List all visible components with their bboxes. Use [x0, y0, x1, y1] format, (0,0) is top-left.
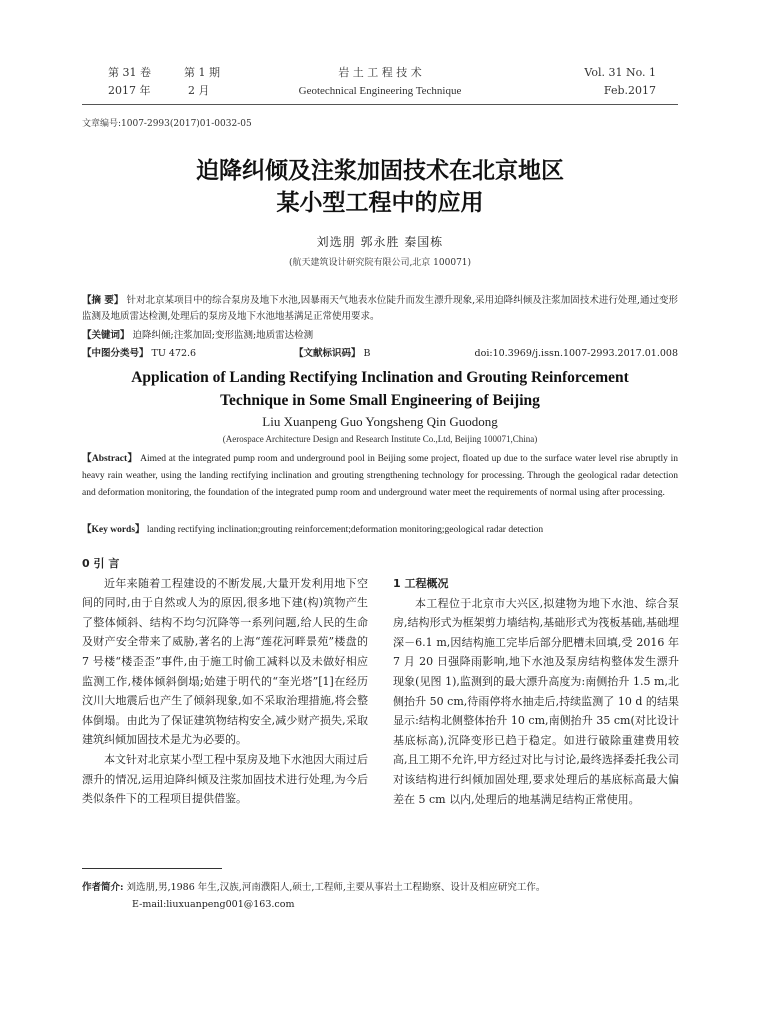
- title-en-line1: Application of Landing Rectifying Inclination and Grouting Reinforcement: [131, 369, 629, 386]
- header-rule: [82, 104, 678, 105]
- keywords-cn-label: 【关键词】: [82, 330, 130, 341]
- authors-en: Liu Xuanpeng Guo Yongsheng Qin Guodong: [262, 414, 498, 429]
- header-issue: 第 1 期: [184, 66, 220, 79]
- abstract-en-label: 【Abstract】: [82, 454, 138, 464]
- section0-paragraph1: 近年来随着工程建设的不断发展,大量开发利用地下空间的同时,由于自然或人为的原因,很多地下建(构)筑物产生了整体倾斜、结构不均匀沉降等一系列问题,给人民的生命及财产安全带来了威胁,著名的上海“莲花河畔景苑”楼盘的 7 号楼“楼歪歪”事件,由于施工时偷工减料以及未做好相应监测工作,楼体倾斜倒塌;始建于明代的“奎光塔”[1]在经历汶川大地震后也产生了倾斜现象,如不采取治理措施,将会整体倒塌。由此为了保证建筑物结构安全,减少财产损失,采取建筑纠倾加固技术是尤为必要的。: [82, 576, 368, 747]
- header-year: 2017 年: [108, 84, 151, 97]
- article-number: 文章编号:1007-2993(2017)01-0032-05: [82, 119, 252, 129]
- doc-code-label: 【文献标识码】: [294, 348, 361, 359]
- keywords-en: [82, 522, 678, 538]
- keywords-en-text: landing rectifying inclination;grouting reinforcement;deformation monitoring;geological radar detection: [146, 525, 544, 535]
- footnote-rule: [82, 868, 222, 869]
- doc-code-value: B: [363, 348, 371, 359]
- footnote-label: 作者简介:: [82, 882, 124, 893]
- header-month: 2 月: [188, 84, 210, 97]
- affiliation-en: (Aerospace Architecture Design and Research Institute Co.,Ltd, Beijing 100071,China): [222, 434, 538, 444]
- header-journal-en: Geotechnical Engineering Technique: [298, 85, 462, 97]
- abstract-en-text: Aimed at the integrated pump room and underground pool in Beijing some project, floated up due to the surface water level rise abruptly in heavy rain weather, using the landing rectifying inclination and grouting strengthening technology for processing. Through the geological radar detection and deformation monitoring, the foundation of the integrated pump room and underground water meet the requirements of normal using after processing.: [82, 454, 679, 498]
- title-en-line2: Technique in Some Small Engineering of Beijing: [220, 392, 540, 409]
- title-cn-line2: 某小型工程中的应用: [276, 190, 484, 216]
- keywords-cn: [82, 328, 678, 344]
- keywords-cn-text: 迫降纠倾;注浆加固;变形监测;地质雷达检测: [132, 330, 314, 341]
- left-column: [82, 554, 368, 809]
- abstract-cn-label: 【摘 要】: [82, 295, 124, 306]
- right-column: [393, 574, 679, 809]
- authors-cn: 刘选朋 郭永胜 秦国栋: [316, 235, 444, 249]
- header-volume: 第 31 卷: [108, 66, 151, 79]
- abstract-cn: [82, 293, 678, 325]
- section1-paragraph1: 本工程位于北京市大兴区,拟建物为地下水池、综合泵房,结构形式为框架剪力墙结构,基础形式为筏板基础,基础埋深－6.1 m,因结构施工完毕后部分肥槽未回填,受 2016 年 7 月 20 日强降雨影响,地下水池及泵房结构整体发生漂升现象(见图 1),监测到的最大漂升高度为:南侧抬升 1.5 m,北侧抬升 50 cm,待雨停将水抽走后,持续监测了 10 d 的结果显示:结构北侧整体抬升 10 cm,南侧抬升 35 cm(对比设计基底标高),沉降变形已趋于稳定。如进行破除重建费用较高,且工期不允许,甲方经过对比与讨论,最终选择委托我公司对该结构进行纠倾加固处理,要求处理后的基底标高最大偏差在 5 cm 以内,处理后的地基满足结构正常使用。: [393, 596, 679, 806]
- footnote: [82, 880, 678, 896]
- header-journal-cn: 岩 土 工 程 技 术: [338, 66, 422, 79]
- section0-heading: 0 引 言: [82, 557, 120, 570]
- section0-paragraph2: 本文针对北京某小型工程中泵房及地下水池因大雨过后漂升的情况,运用迫降纠倾及注浆加固技术进行处理,为今后类似条件下的工程项目提供借鉴。: [82, 752, 368, 806]
- keywords-en-label: 【Key words】: [82, 525, 145, 535]
- classification-label: 【中图分类号】: [82, 348, 149, 359]
- classification-value: TU 472.6: [151, 348, 197, 359]
- header-vol-en: Vol. 31 No. 1: [584, 66, 656, 79]
- header-date-en: Feb.2017: [603, 84, 656, 97]
- doi: doi:10.3969/j.issn.1007-2993.2017.01.008: [474, 348, 678, 359]
- footnote-email: E-mail:liuxuanpeng001@163.com: [132, 899, 295, 910]
- section1-heading: 1 工程概况: [393, 577, 449, 590]
- abstract-cn-text: 针对北京某项目中的综合泵房及地下水池,因暴雨天气地表水位陡升而发生漂升现象,采用迫降纠倾及注浆加固技术进行处理,通过变形监测及地质雷达检测,处理后的泵房及地下水池地基满足正常使用要求。: [82, 295, 679, 322]
- abstract-en: [82, 451, 678, 502]
- footnote-text: 刘选朋,男,1986 年生,汉族,河南濮阳人,硕士,工程师,主要从事岩土工程勘察、设计及相应研究工作。: [126, 882, 546, 893]
- affiliation-cn: (航天建筑设计研究院有限公司,北京 100071): [288, 258, 472, 268]
- title-cn-line1: 迫降纠倾及注浆加固技术在北京地区: [196, 158, 564, 184]
